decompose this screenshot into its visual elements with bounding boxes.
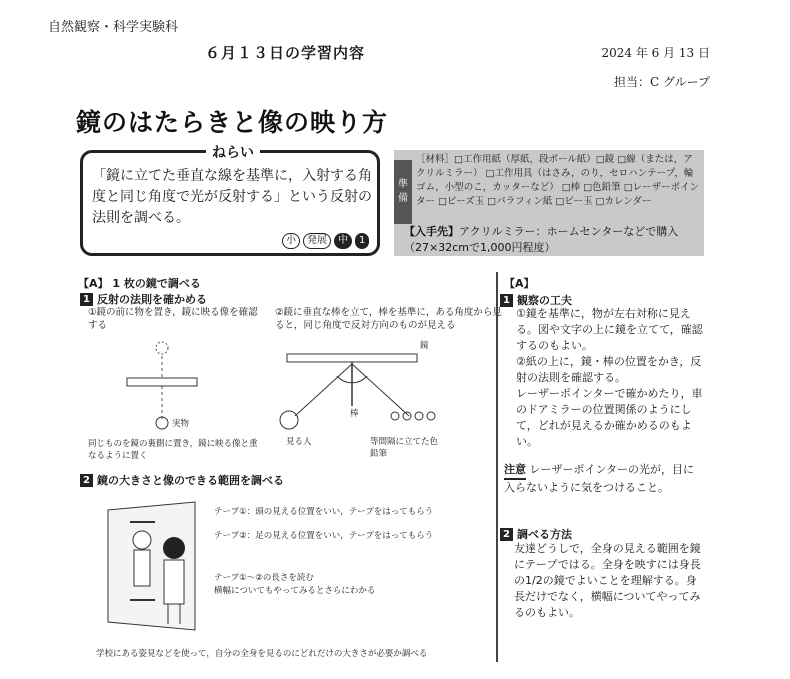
caution-block	[504, 462, 704, 496]
right-part2-heading	[500, 526, 572, 542]
right-item-2-extra: レーザーポインターで確かめたり，車のドアミラーの位置関係のようにして，どれが見えるか確かめるのもよい。	[516, 387, 703, 448]
reflection-body	[134, 550, 150, 586]
pencil-2	[403, 412, 411, 420]
part1-heading	[80, 291, 207, 307]
measure-text: テープ①～②の長さを読む	[214, 573, 314, 583]
right-section-heading: 【A】	[504, 277, 535, 290]
badge-grade: 1	[355, 233, 369, 249]
object-label: 実物	[172, 419, 190, 429]
part1-title: 反射の法則を確かめる	[97, 293, 207, 306]
reflected-ray	[352, 364, 409, 416]
pencil-4	[427, 412, 435, 420]
person-body	[164, 560, 184, 604]
badge-advanced: 発展	[303, 233, 331, 249]
part2-title: 鏡の大きさと像のできる範囲を調べる	[97, 474, 284, 487]
viewer-label: 見る人	[286, 437, 312, 447]
aim-text: 「鏡に立てた垂直な線を基準に，入射する角度と同じ角度で光が反射する」という反射の法則を調べる。	[92, 168, 372, 226]
part2-footer: 学校にある姿見などを使って，自分の全身を見るのにどれだけの大きさが必要か調べる	[96, 649, 428, 659]
tape2-text: テープ②：足の見える位置をいい，テープをはってもらう	[214, 531, 434, 541]
materials-list: ［材料］□工作用紙（厚紙，段ボール紙）□鏡 □線（または，アクリルミラー） □工作用具（はさみ，のり，セロハンテープ，輪ゴム，小型のこ，カッターなど） □棒 □色鉛筆 □レーザーポインター □ビーズ玉 □パラフィン紙 □ビー玉 □カレンダー	[416, 154, 700, 207]
step2-text: ②鏡に垂直な棒を立て，棒を基準に，ある角度から見ると，同じ角度で反対方向のものが見える	[275, 307, 502, 331]
pencils-label: 等間隔に立てた色鉛筆	[370, 437, 439, 459]
right-part2-number: 2	[500, 528, 513, 541]
image-circle	[156, 342, 168, 354]
tape1-text: テープ①：頭の見える位置をいい，テープをはってもらう	[214, 507, 434, 517]
subject-label: 自然観察・科学実験科	[48, 20, 179, 35]
acquire-label: 【入手先】	[404, 225, 459, 238]
right-part2-text: 友達どうしで，全身の見える範囲を鏡にテープではる。全身を映すには身長の1/2の鏡でよいことを理解する。身長だけでなく，横幅についてやってみるのもよい。	[514, 542, 701, 619]
viewer-circle	[280, 411, 298, 429]
mirror-rect	[127, 378, 197, 386]
measure-text-2: 横幅についてもやってみるとさらにわかる	[214, 586, 376, 596]
person-head	[163, 537, 185, 559]
rod-label: 棒	[350, 409, 359, 419]
mirror-object-diagram	[100, 330, 230, 430]
mirror-bar	[287, 354, 417, 362]
part2-number: 2	[80, 474, 93, 487]
reflection-head	[133, 531, 151, 549]
right-part1-number: 1	[500, 294, 513, 307]
full-mirror-diagram	[100, 500, 210, 640]
step1-note: 同じものを鏡の裏側に置き，鏡に映る像と重なるように置く	[88, 439, 258, 461]
page-title: ６月１３日の学習内容	[205, 44, 366, 62]
mirror-rod-diagram	[275, 336, 465, 436]
acquire-text: アクリルミラー：ホームセンターなどで購入（27×32cmで1,000円程度）	[404, 225, 679, 254]
materials-acquire	[404, 224, 704, 256]
staff-label: 担当：C グループ	[613, 75, 710, 89]
column-divider	[496, 272, 498, 662]
materials-side-label: 準備	[394, 160, 412, 224]
section-a-heading: 【A】 1 枚の鏡で調べる	[78, 277, 201, 290]
right-item-2: ②紙の上に，鏡・棒の位置をかき，反射の法則を確認する。	[516, 355, 702, 384]
pencil-1	[391, 412, 399, 420]
right-part1-body	[516, 306, 706, 450]
date-label: 2024 年 6 月 13 日	[601, 46, 710, 60]
part1-number: 1	[80, 293, 93, 306]
mirror-label: 鏡	[420, 341, 429, 351]
aim-badges	[282, 233, 369, 249]
right-item-1: ①鏡を基準に，物が左右対称に見える。図や文字の上に鏡を立てて，確認するのもよい。	[516, 307, 703, 352]
pencil-3	[415, 412, 423, 420]
caution-text: レーザーポインターの光が，目に入らないように気をつけること。	[504, 463, 695, 494]
part2-heading	[80, 472, 284, 488]
right-part1-title: 観察の工夫	[517, 294, 572, 307]
badge-middle: 中	[334, 233, 352, 249]
incident-ray	[295, 364, 352, 416]
right-part2-title: 調べる方法	[517, 528, 572, 541]
badge-elementary: 小	[282, 233, 300, 249]
caution-label: 注意	[504, 462, 526, 480]
aim-heading: ねらい	[206, 142, 260, 162]
step1-text: ①鏡の前に物を置き，鏡に映る像を確認する	[88, 307, 258, 331]
worksheet-title: 鏡のはたらきと像の映り方	[76, 108, 389, 137]
